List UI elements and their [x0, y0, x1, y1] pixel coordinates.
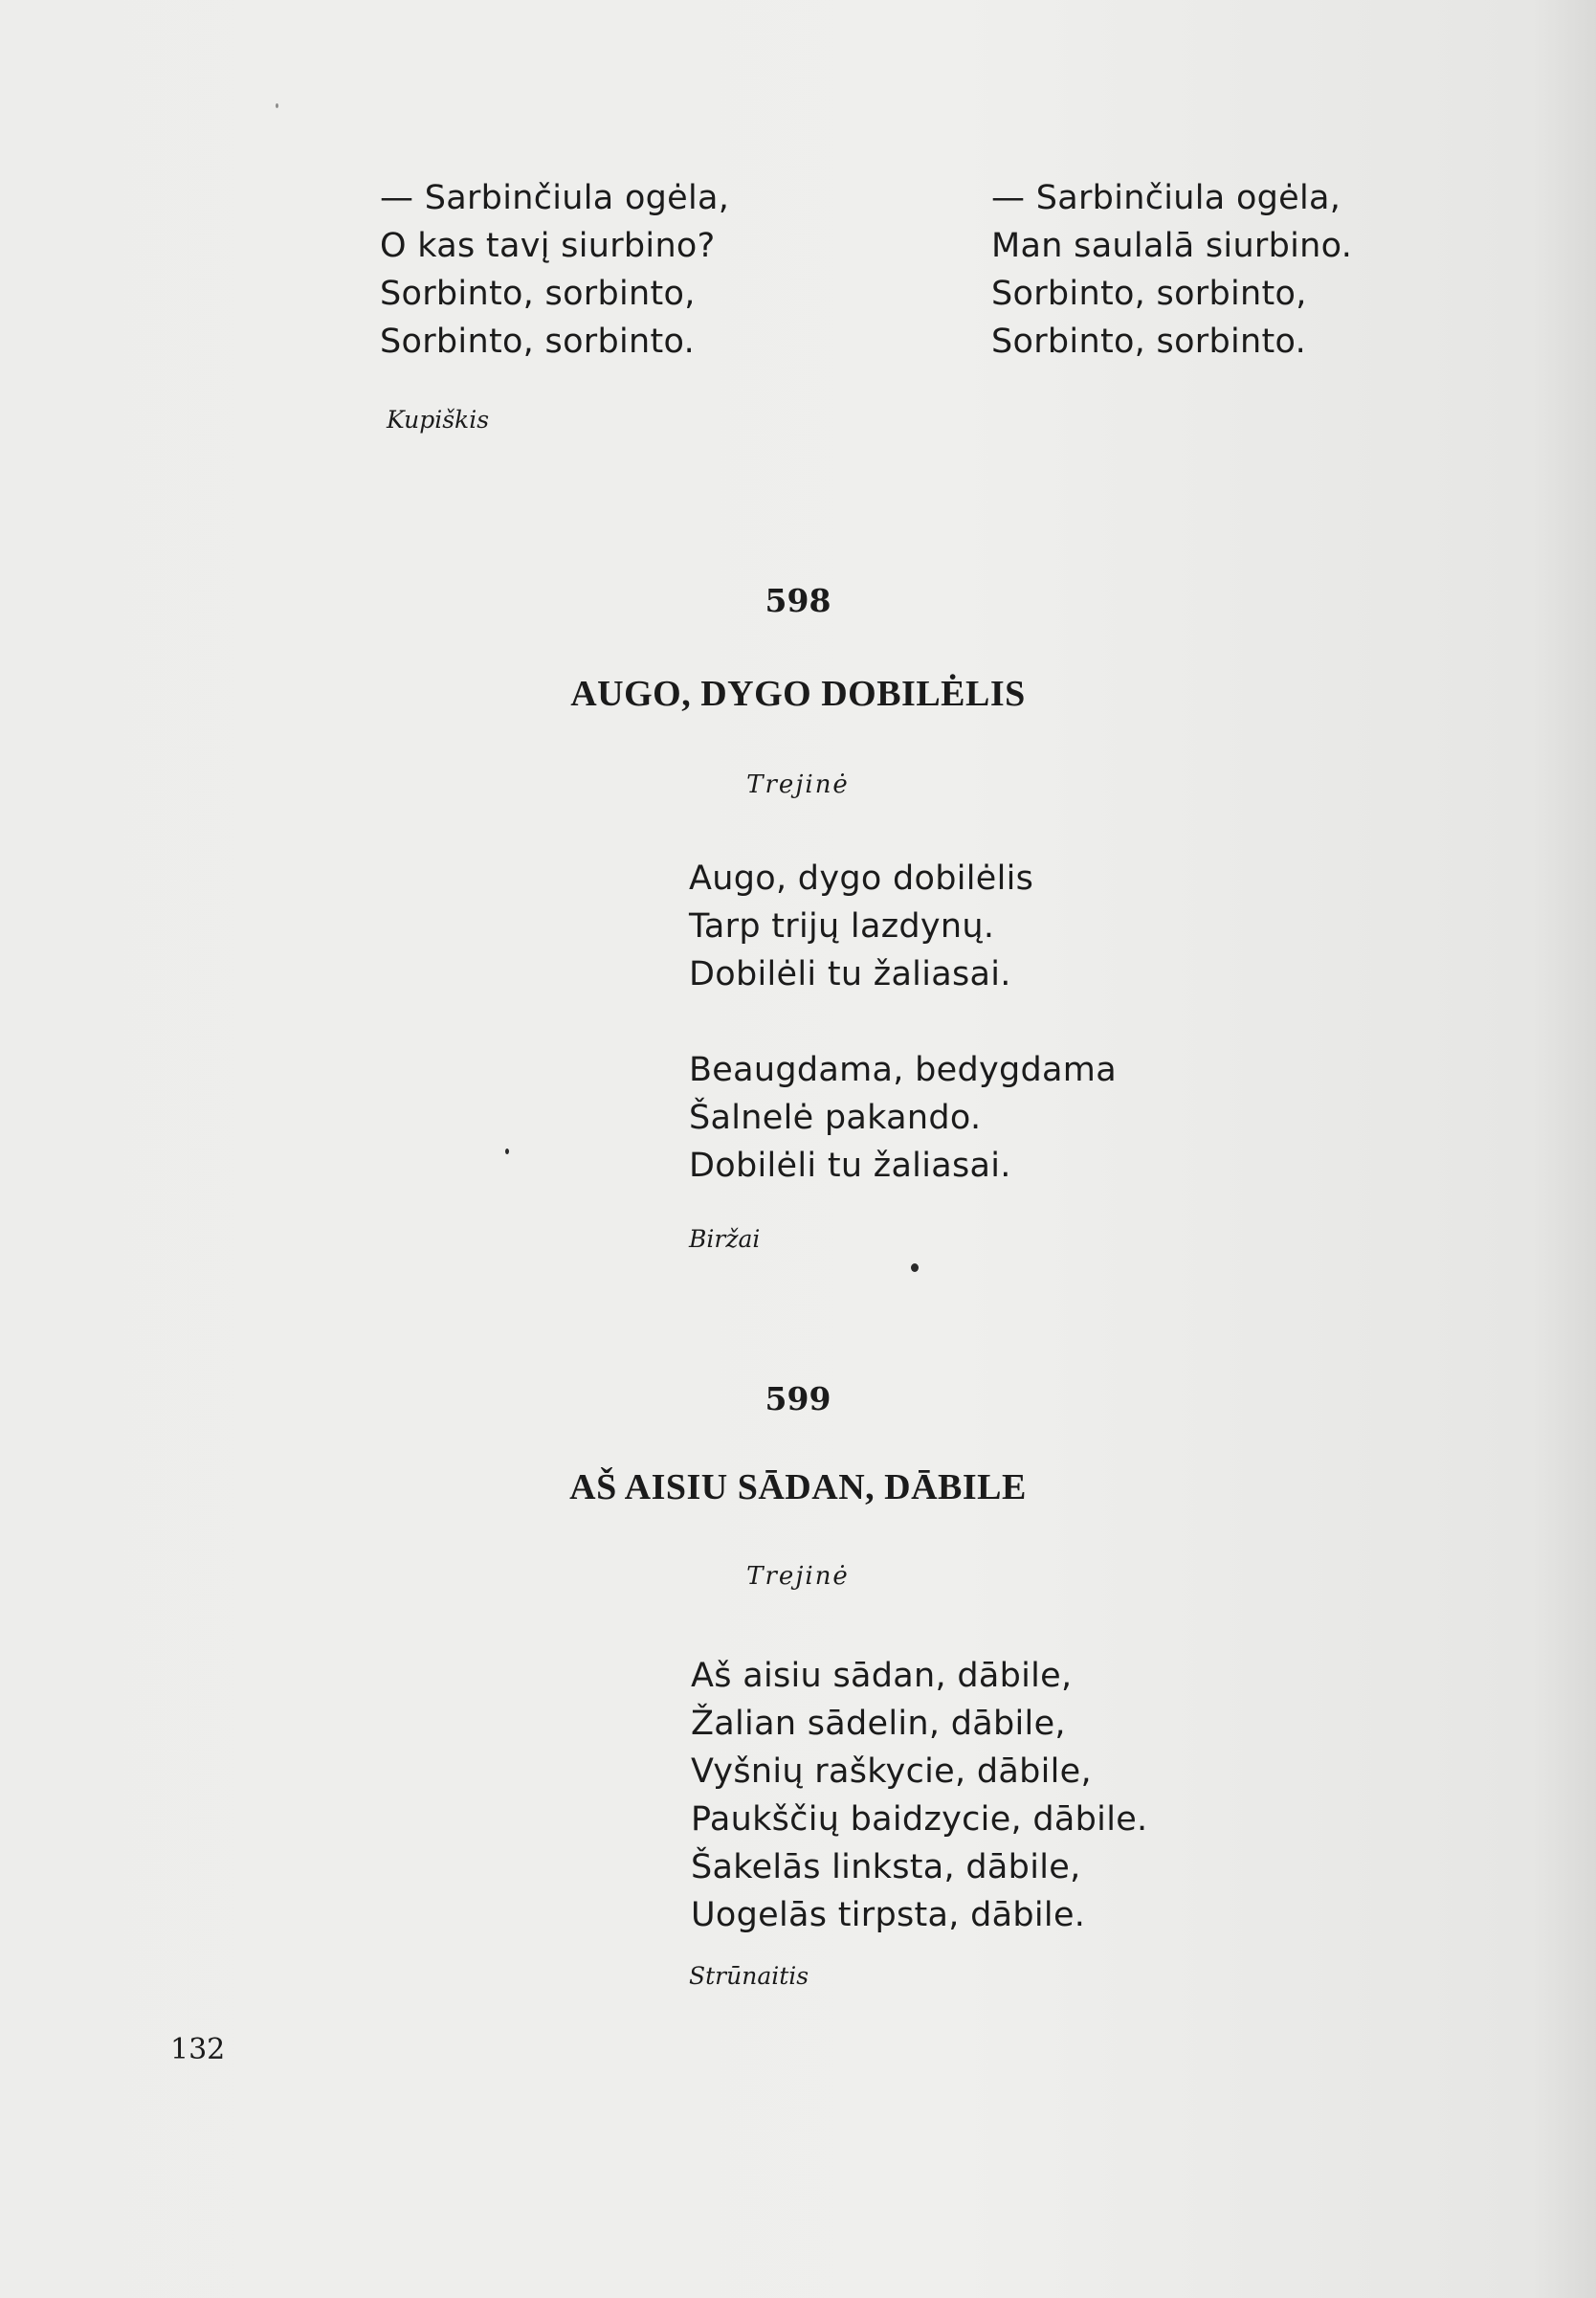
verse-line: — Sarbinčiula ogėla, [991, 179, 1341, 217]
left-stanza [380, 174, 729, 366]
verse-line: Tarp trijų lazdynų. [689, 907, 995, 946]
stanza [689, 855, 1033, 998]
verse-line: O kas tavį siurbino? [380, 227, 716, 265]
song-number: 598 [765, 582, 831, 619]
verse-line: Sorbinto, sorbinto, [380, 275, 696, 313]
verse-line: Dobilėli tu žaliasai. [689, 1147, 1011, 1185]
stanza [691, 1652, 1147, 1939]
song-subtitle: Trejinė [746, 770, 850, 799]
right-stanza [991, 174, 1352, 366]
verse-line: Beaugdama, bedygdama [689, 1051, 1117, 1089]
stanza [689, 1046, 1117, 1190]
verse-line: Uogelās tirpsta, dābile. [691, 1896, 1086, 1934]
verse-line: Paukščių baidzycie, dābile. [691, 1800, 1148, 1839]
place-of-origin: Biržai [689, 1225, 761, 1253]
verse-line: Šakelās linksta, dābile, [691, 1848, 1081, 1886]
ink-speck [276, 103, 278, 108]
place-of-origin: Kupiškis [387, 406, 490, 434]
verse-line: Man saulalā siurbino. [991, 227, 1353, 265]
verse-line: Sorbinto, sorbinto. [380, 323, 696, 361]
verse-line: Sorbinto, sorbinto. [991, 323, 1307, 361]
song-number: 599 [765, 1380, 831, 1417]
song-title: AŠ AISIU SĀDAN, DĀBILE [569, 1467, 1027, 1507]
page-number: 132 [170, 2033, 226, 2066]
verse-line: Sorbinto, sorbinto, [991, 275, 1307, 313]
verse-line: Augo, dygo dobilėlis [689, 859, 1034, 898]
verse-line: Aš aisiu sādan, dābile, [691, 1657, 1073, 1695]
verse-line: Šalnelė pakando. [689, 1099, 982, 1137]
song-title: AUGO, DYGO DOBILĖLIS [570, 674, 1026, 714]
verse-line: — Sarbinčiula ogėla, [380, 179, 730, 217]
place-of-origin: Strūnaitis [689, 1962, 809, 1990]
verse-line: Žalian sādelin, dābile, [691, 1705, 1066, 1743]
ink-speck [911, 1263, 919, 1272]
ink-speck [505, 1149, 509, 1154]
verse-line: Dobilėli tu žaliasai. [689, 955, 1011, 993]
verse-line: Vyšnių raškycie, dābile, [691, 1752, 1092, 1791]
song-subtitle: Trejinė [746, 1562, 850, 1591]
